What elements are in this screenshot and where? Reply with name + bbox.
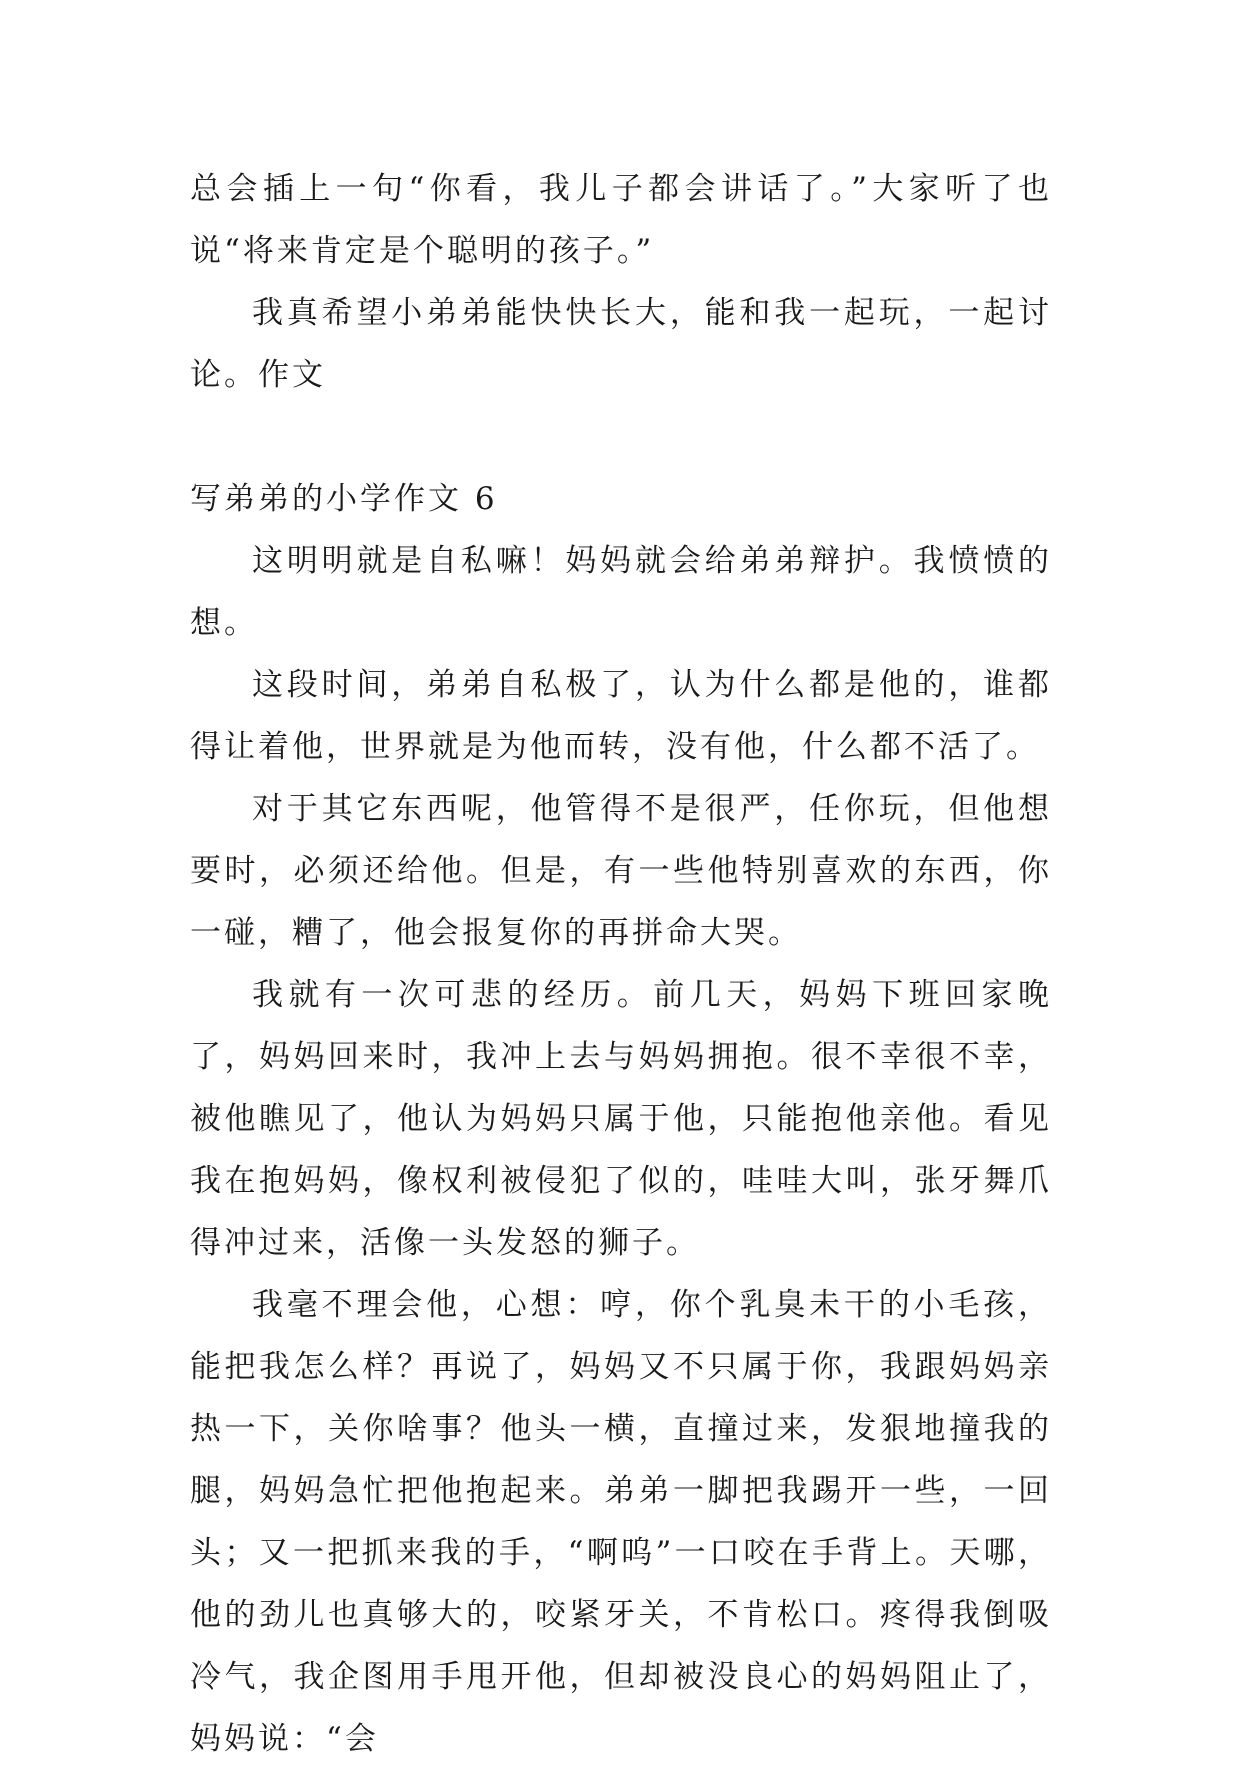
paragraph: 这明明就是自私嘛！妈妈就会给弟弟辩护。我愤愤的想。 [190,543,1052,641]
paragraph: 总会插上一句“你看，我儿子都会讲话了。”大家听了也说“将来肯定是个聪明的孩子。” [190,171,1052,269]
paragraph: 这段时间，弟弟自私极了，认为什么都是他的，谁都得让着他，世界就是为他而转，没有他，什么都不活了。 [190,667,1052,765]
document-body [190,158,1052,1770]
paragraph: 我毫不理会他，心想：哼，你个乳臭未干的小毛孩，能把我怎么样？再说了，妈妈又不只属于你，我跟妈妈亲热一下，关你啥事？他头一横，直撞过来，发狠地撞我的腿，妈妈急忙把他抱起来。弟弟一脚把我踢开一些，一回头；又一把抓来我的手，“啊呜”一口咬在手背上。天哪，他的劲儿也真够大的，咬紧牙关，不肯松口。疼得我倒吸冷气，我企图用手甩开他，但却被没良心的妈妈阻止了，妈妈说：“会 [190,1287,1052,1757]
paragraph: 我真希望小弟弟能快快长大，能和我一起玩，一起讨论。作文 [190,295,1052,393]
blank-line [190,406,1052,468]
paragraph: 对于其它东西呢，他管得不是很严，任你玩，但他想要时，必须还给他。但是，有一些他特别喜欢的东西，你一碰，糟了，他会报复你的再拼命大哭。 [190,791,1052,951]
paragraph: 我就有一次可悲的经历。前几天，妈妈下班回家晚了，妈妈回来时，我冲上去与妈妈拥抱。很不幸很不幸，被他瞧见了，他认为妈妈只属于他，只能抱他亲他。看见我在抱妈妈，像权利被侵犯了似的，哇哇大叫，张牙舞爪得冲过来，活像一头发怒的狮子。 [190,977,1052,1261]
section-heading: 写弟弟的小学作文 6 [190,481,498,517]
